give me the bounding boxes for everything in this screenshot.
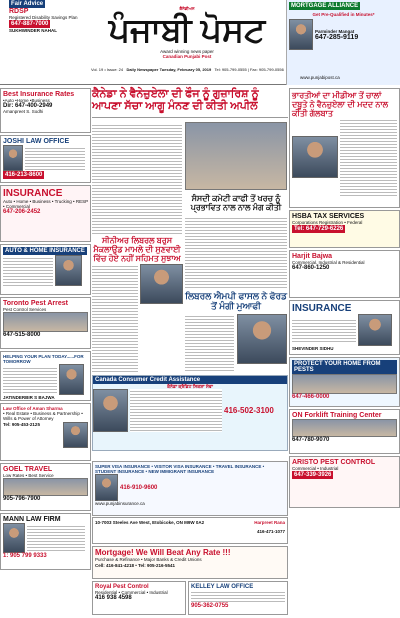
lead-article-text [92,123,182,235]
bottom-center-ads [92,461,288,615]
best-insurance-name: Amanpreet S. Sodhi [3,109,44,115]
shevinder-photo [358,314,392,346]
mann-title: MANN LAW FIRM [3,516,61,523]
prequalified: Get Pre-Qualified in Minutes* [312,12,375,17]
credit-phone: 416-502-3100 [224,406,274,416]
story-4-headline: ਲਿਬਰਲ ਐਮਪੀ ਫਾਸਲ ਨੇ ਫੋਰਡ ਤੋਂ ਮੰਗੀ ਮੁਆਫੀ [185,291,287,311]
goel-title: GOEL TRAVEL [3,466,53,473]
punjab-address-ad [92,517,288,544]
lead-photo [185,122,287,190]
goel-travel-ad [0,463,91,511]
forklift-image [292,419,397,437]
hsba-title: HSBA TAX SERVICES [292,213,365,220]
left-ads-column [0,88,91,616]
kelley-law-ad [188,581,288,615]
royal-title: Royal Pest Control [95,584,149,590]
fair-advice-ad [9,0,85,63]
name-1: SUKHWINDER NAHAL [9,28,57,34]
pest-image [3,312,88,332]
right-headline: ਭਾਰਤੀਆਂ ਦਾ ਮੀਡੀਆ ਤੋਂ ਚਾਲਾਂ ਦਬੂਤੇ ਨੇ ਵੈਨਜ਼ੁਏਲਾ ਦੀ ਮਦਦ ਨਾਲ ਕੀਤੀ ਗੱਲਬਾਤ [292,91,389,118]
credit-title: Canada Consumer Credit Assistance [93,376,287,384]
volume: Vol. 19 • Issue: 24 [91,67,124,72]
mortgage-alliance-ad [286,0,400,85]
best-insurance-phone: Dir: 647-400-2949 [3,103,53,110]
right-insurance-title: INSURANCE [292,303,352,314]
forklift-phone: 647-780-9070 [292,437,330,443]
masthead [0,0,400,85]
insurance-title: INSURANCE [3,188,63,199]
mortgage-ad [92,546,288,579]
bajwa-ad [289,250,400,298]
fair-advice-logo: Fair Advice [11,1,44,7]
story-3-text [92,264,138,372]
pest-subtitle: Pest Control Services [3,307,47,312]
tagline: Award winning news paper [160,49,214,55]
small-top-title: ਕੈਨੇਡੀਅਨ [179,6,195,11]
insurance-ad [0,185,91,242]
date: Daily Newspaper Tuesday, February 05, 2019 [126,67,212,72]
aman-photo [63,422,88,448]
protect-home-ad [289,357,400,407]
best-insurance-ad [0,88,91,133]
joshi-photo [3,145,23,171]
mann-phone: 1: 905 799 9333 [3,553,47,559]
right-insurance-details [292,318,356,343]
aristo-phone: 647-339-3926 [294,472,332,479]
pest-phone: 647-515-8000 [3,332,41,339]
mann-law-ad [0,513,91,570]
credit-subtitle: ਕੈਨੇਡਾ ਕ੍ਰੈਡਿਟ ਸਿਕਸ਼ਾ ਸੇਵਾ [167,384,213,389]
helping-photo [59,364,84,395]
forklift-ad [289,409,400,454]
right-story-text [340,118,397,196]
right-column [289,88,400,616]
best-insurance-items: •Auto •Home •Business [3,98,50,103]
aman-law-items: • Real Estate • Business & Partnership • Wills & Power of Attorney [3,411,83,422]
mortgage-logo: MORTGAGE ALLIANCE [291,3,359,9]
right-story-photo [292,136,338,178]
dateline [91,68,286,73]
auto-home-title: AUTO & HOME INSURANCE [5,248,85,254]
lead-headline: ਕੈਨੇਡਾ ਨੇ ਵੈਨੇਜ਼ੁਏਲਾ ਦੀ ਫੌਜ ਨੂੰ ਗੁਜ਼ਾਰਿਸ਼ ਨੂੰ ਆਪਣਾ ਸੱਚਾ ਆਗੂ ਮੰਨਣ ਦੀ ਕੀਤੀ ਅਪੀਲ [92,88,288,118]
best-insurance-title: Best Insurance Rates [3,91,75,98]
shevinder-name: SHEVINDER SIDHU [292,346,334,351]
phone-1: 647-887-7000 [11,21,49,28]
auto-home-photo [55,255,82,286]
aman-law-title: Law Office of Aman Sharma [3,406,63,411]
pest-title: Toronto Pest Arrest [3,300,68,307]
aman-phone: Tel: 905-453-2125 [3,421,40,427]
goel-phone: 905-796-7900 [3,496,41,503]
punjab-phone: 416-910-9600 [120,484,158,491]
bajwa-phone: 647-860-1250 [292,265,330,272]
right-insurance-ad [289,300,400,355]
aristo-subtitle: Commercial • Industrial [292,466,339,471]
joshi-phone: 416-213-8600 [5,172,43,178]
kelley-details [191,590,285,603]
visa-insurance: SUPER VISA INSURANCE • VISITOR VISA INSURANCE • TRAVEL INSURANCE • STUDENT INSURANCE • NEW IMMIGRANT INSURANCE [95,464,265,475]
punjab-photo [95,474,118,501]
story-2-headline: ਸੰਸਦੀ ਕਮੇਟੀ ਕਾਫੀ ਤੋਂ ਖਰਚ ਨੂੰ ਪ੍ਰਭਾਵਿਤ ਨਾਲ ਨਾਲ ਮੰਗ ਕੀਤੀ [190,194,282,212]
auto-home-details [3,256,53,286]
story-2-text [185,216,287,288]
travel-image [3,478,88,496]
hsba-subtitle: Corporations Registration • Federal [292,220,363,225]
hsba-phone: Tel: 647-729-6226 [294,226,344,233]
rdsp-title: RDSP [9,8,29,15]
story-4-text [185,314,234,372]
goel-items: Low Rates • Best Service [3,473,54,478]
phone-line: Tel: 905-799-0555 | Fax: 905-799-0556 [214,67,284,72]
aristo-title: ARISTO PEST CONTROL [292,459,376,466]
pest-ad [0,297,91,349]
subtitle: Canadian Punjabi Post [162,54,212,60]
aristo-pest-ad [289,456,400,508]
newspaper-title-block [92,7,282,63]
helping-plan-ad [0,351,91,401]
hsba-ad [289,210,400,248]
insurance-items: Auto • Home • Business • Trucking • RESP • Commercial [3,199,89,210]
mann-photo [3,523,25,553]
newspaper-title: ਪੰਜਾਬੀ ਪੋਸਟ [108,11,266,49]
mortgage-title: Mortgage! We Will Beat Any Rate !!! [95,548,231,557]
pest-home-image [292,374,397,394]
punjab-insurance-ad [92,461,288,516]
mortgage-subtitle: Purchase & Refinance • Major Banks & Credit Unions [95,557,202,563]
advisor-phone: 647-285-9119 [315,33,359,41]
story-3-photo [140,264,183,304]
story-4-photo [237,314,287,364]
advisor-name: Parminder Mangat [315,28,355,34]
joshi-law-ad [0,135,91,183]
kelley-phone: 905-362-0755 [191,603,229,610]
protect-phone: 647-466-0000 [292,394,330,400]
main-news-area [92,88,288,458]
protect-title: PROTECT YOUR HOME FROM PESTS [292,360,397,374]
jatinder-name: JATINDERBIR S BAJWA [3,395,55,401]
harpreet-phone: 416-471-1077 [256,529,285,534]
helping-title: HELPING YOUR PLAN TODAY......FOR TOMORROW [3,354,84,365]
website: www.punjabipost.ca [300,75,340,80]
mortgage-phone: Cell: 416-841-4218 • Tel: 905-216-5541 [95,562,176,568]
royal-pest-ad [92,581,186,615]
credit-assistance-ad [92,375,288,451]
joshi-details [25,146,85,170]
joshi-title: JOSHI LAW OFFICE [3,138,70,145]
advisor-photo [289,19,313,50]
right-news-story [289,88,400,208]
story-3-headline: ਸੀਨੀਅਰ ਲਿਬਰਲ ਬਰੁਸ ਮੈਕਲਾਉਡ ਮਾਮਲੇ ਦੀ ਸੁਣਵਾਈ ਵਿੱਚ ਹੋਏ ਨਹੀਂ ਸਹਿਮਤ ਸੁਝਾਅ [93,236,181,263]
forklift-title: ON Forklift Training Center [292,412,382,419]
mann-details [27,524,85,552]
rdsp-subtitle: Registered Disability Savings Plan [9,15,78,20]
kelley-title: KELLEY LAW OFFICE [191,584,254,590]
insurance-phone: 647-206-2452 [3,209,41,216]
bajwa-subtitle: Commercial, Industrial & Residential [292,260,365,265]
royal-phone: 416 938 4598 [95,595,132,602]
harpreet-name: Harpreet Rana [254,520,285,525]
aman-law-ad [0,403,91,461]
bajwa-name: Harjit Bajwa [292,253,333,260]
punjab-url: www.punjabinsurance.ca [95,501,145,507]
punjab-address: 10-7003 Steeles Ave West, Etobicoke, ON M9W 0A2 [95,520,205,525]
credit-photo [93,389,128,432]
credit-details [130,389,222,432]
helping-details [3,366,57,393]
royal-subtitle: Residential • Commercial • Industrial [95,590,168,596]
auto-home-ad [0,244,91,295]
